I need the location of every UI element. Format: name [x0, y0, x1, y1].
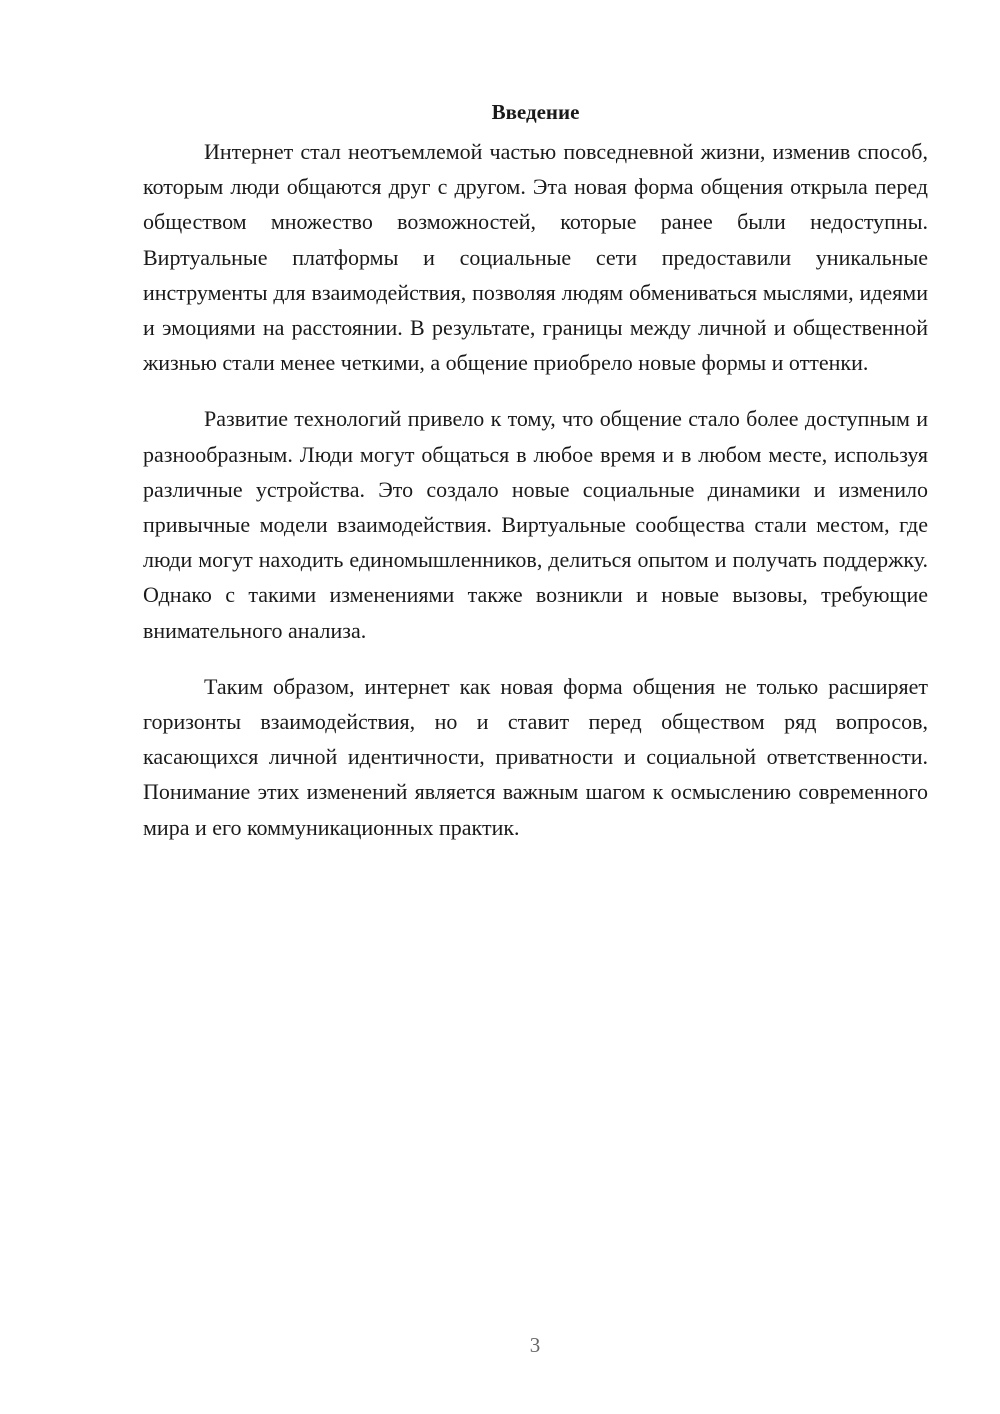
page-content [143, 98, 928, 866]
paragraph-3: Таким образом, интернет как новая форма общения не только расширяет горизонты взаимодействия, но и ставит перед обществом ряд вопросов, касающихся личной идентичности, приватности и социальной ответственности. Понимание этих изменений является важным шагом к осмыслению современного мира и его коммуникационных практик. [143, 673, 928, 840]
paragraph-1: Интернет стал неотъемлемой частью повседневной жизни, изменив способ, которым люди общаются друг с другом. Эта новая форма общения открыла перед обществом множество возможностей, которые ранее были недоступны. Виртуальные платформы и социальные сети предоставили уникальные инструменты для взаимодействия, позволяя людям обмениваться мыслями, идеями и эмоциями на расстоянии. В результате, границы между личной и общественной жизнью стали менее четкими, а общение приобрело новые формы и оттенки. [143, 139, 928, 376]
section-heading: Введение [491, 100, 580, 124]
page-number: 3 [529, 1333, 541, 1357]
paragraph-2: Развитие технологий привело к тому, что общение стало более доступным и разнообразным. Люди могут общаться в любое время и в любом месте, используя различные устройства. Это создало новые социальные динамики и изменило привычные модели взаимодействия. Виртуальные сообщества стали местом, где люди могут находить единомышленников, делиться опытом и получать поддержку. Однако с такими изменениями также возникли и новые вызовы, требующие внимательного анализа. [143, 406, 928, 643]
